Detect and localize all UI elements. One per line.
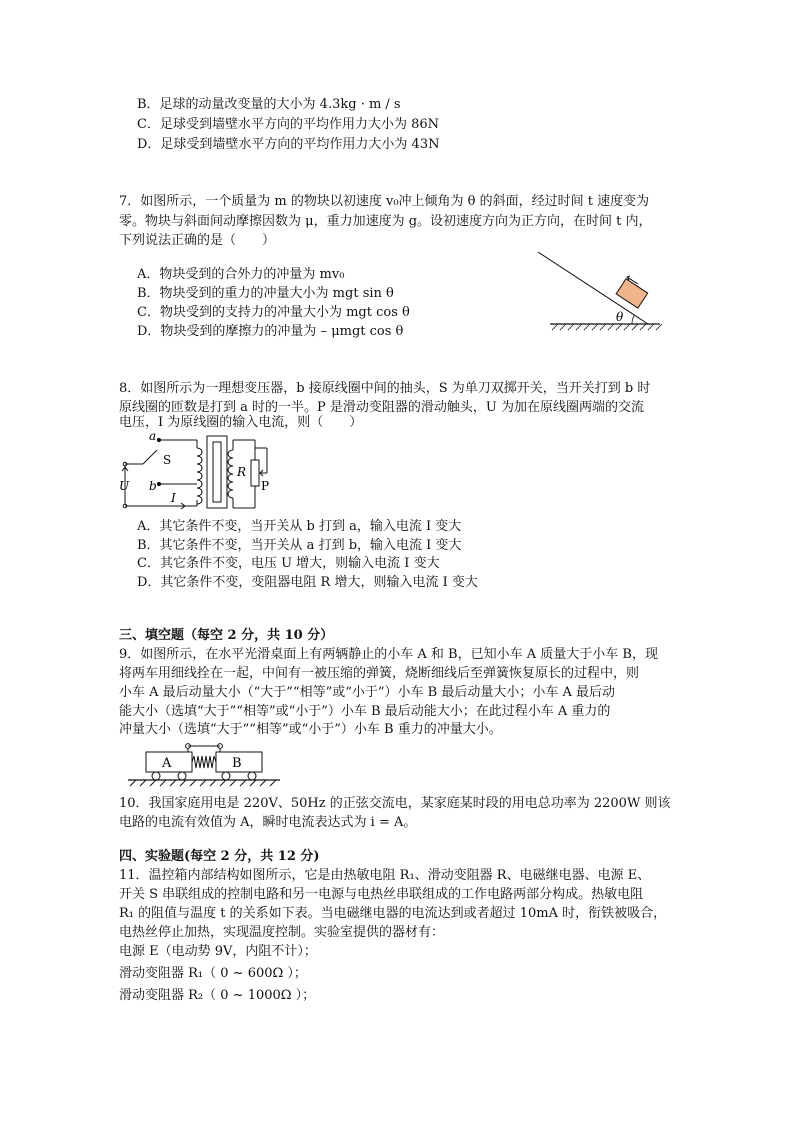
q11-stem-line-2: 开关 S 串联组成的控制电路和另一电源与电热丝串联组成的工作电路两部分构成。热敏电阻 — [119, 887, 644, 902]
q7-stem-line-1: 7．如图所示，一个质量为 m 的物块以初速度 v₀冲上倾角为 θ 的斜面，经过时间 t 速度变为 — [119, 194, 650, 209]
current-i-label: I — [171, 491, 176, 505]
ground-hatch — [552, 324, 662, 330]
voltage-u-label: U — [119, 479, 130, 493]
q11-stem-line-3: R₁ 的阻值与温度 t 的关系如下表。当电磁继电器的电流达到或者超过 10mA 时，衔铁被吸合， — [119, 906, 667, 921]
cart-a-wheel-right — [178, 772, 186, 780]
sliding-block — [616, 279, 648, 308]
q6-option-b: B．足球的动量改变量的大小为 4.3kg · m / s — [137, 97, 401, 112]
q8-transformer-figure — [115, 428, 285, 520]
q11-material-rheostat-2: 滑动变阻器 R₂（ 0 ~ 1000Ω ）； — [119, 988, 316, 1003]
cart-b-label: B — [232, 756, 242, 771]
q11-material-rheostat-1: 滑动变阻器 R₁（ 0 ~ 600Ω ）； — [119, 966, 307, 981]
q9-stem-line-5: 冲量大小（选填“大于”“相等”或“小于”）小车 B 重力的冲量大小。 — [119, 722, 502, 737]
q9-stem-line-4: 能大小（选填“大于”“相等”或“小于”）小车 B 最后动能大小；在此过程小车 A 重力的 — [119, 704, 611, 719]
q9-stem-line-1: 9．如图所示，在水平光滑桌面上有两辆静止的小车 A 和 B，已知小车 A 质量大于小车 B，现 — [119, 647, 658, 662]
q6-option-c: C．足球受到墙壁水平方向的平均作用力大小为 86N — [137, 117, 439, 132]
q7-incline-figure — [530, 250, 670, 340]
q8-stem-line-1: 8．如图所示为一理想变压器，b 接原线圈中间的抽头，S 为单刀双掷开关，当开关打到 b 时 — [119, 381, 651, 396]
switch-s-label: S — [163, 453, 172, 467]
q11-stem-line-4: 电热丝停止加热，实现温度控制。实验室提供的器材有： — [119, 925, 445, 940]
q8-stem-line-3: 电压，I 为原线圈的输入电流，则（ ） — [119, 415, 363, 430]
q10-stem-line-2: 电路的电流有效值为 A，瞬时电流表达式为 i = A。 — [119, 815, 417, 830]
q7-option-a: A．物块受到的合外力的冲量为 mv₀ — [137, 267, 345, 282]
resistor-r-label: R — [237, 465, 247, 479]
q8-option-b: B．其它条件不变，当开关从 a 打到 b，输入电流 I 变大 — [137, 538, 462, 553]
q9-stem-line-3: 小车 A 最后动量大小（“大于”“相等”或“小于”）小车 B 最后动量大小；小车 A 最后动 — [119, 685, 615, 700]
angle-theta-label: θ — [616, 310, 624, 324]
cart-b-wheel-right — [248, 772, 256, 780]
slider-p-label: P — [261, 479, 270, 493]
q9-stem-line-2: 将两车用细线拴在一起，中间有一被压缩的弹簧，烧断细线后至弹簧恢复原长的过程中，则 — [119, 666, 640, 681]
terminal-b-label: b — [149, 479, 157, 493]
q7-stem-line-3: 下列说法正确的是（ ） — [119, 233, 276, 248]
compressed-spring — [192, 756, 216, 768]
cart-b-wheel-left — [222, 772, 230, 780]
q8-option-d: D．其它条件不变，变阻器电阻 R 增大，则输入电流 I 变大 — [137, 575, 478, 590]
q7-option-b: B．物块受到的重力的冲量大小为 mgt sin θ — [137, 286, 394, 301]
q8-option-c: C．其它条件不变，电压 U 增大，则输入电流 I 变大 — [137, 556, 440, 571]
section-3-heading: 三、填空题（每空 2 分，共 10 分） — [119, 628, 334, 643]
cart-a-label: A — [162, 756, 172, 771]
cart-a-wheel-left — [152, 772, 160, 780]
q11-stem-line-1: 11．温控箱内部结构如图所示，它是由热敏电阻 R₁、滑动变阻器 R、电磁继电器、电源 E、 — [119, 868, 651, 883]
terminal-a-label: a — [149, 429, 157, 443]
q7-option-c: C．物块受到的支持力的冲量大小为 mgt cos θ — [137, 305, 410, 320]
q7-option-d: D．物块受到的摩擦力的冲量为 – μmgt cos θ — [137, 324, 404, 339]
q8-option-a: A．其它条件不变，当开关从 b 打到 a，输入电流 I 变大 — [137, 519, 462, 534]
angle-arc — [632, 315, 635, 324]
q8-stem-line-2: 原线圈的匝数是打到 a 时的一半。P 是滑动变阻器的滑动触头，U 为加在原线圈两端的交流 — [119, 400, 644, 415]
section-4-heading: 四、实验题(每空 2 分，共 12 分) — [119, 849, 320, 864]
q11-material-power: 电源 E（电动势 9V，内阻不计）； — [119, 944, 317, 959]
q10-stem-line-1: 10．我国家庭用电是 220V、50Hz 的正弦交流电，某家庭某时段的用电总功率为 2200W 则该 — [119, 796, 671, 811]
q7-stem-line-2: 零。物块与斜面间动摩擦因数为 μ，重力加速度为 g。设初速度方向为正方向，在时间 t 内， — [119, 214, 652, 229]
q9-carts-figure — [124, 740, 284, 790]
q6-option-d: D．足球受到墙壁水平方向的平均作用力大小为 43N — [137, 137, 440, 152]
